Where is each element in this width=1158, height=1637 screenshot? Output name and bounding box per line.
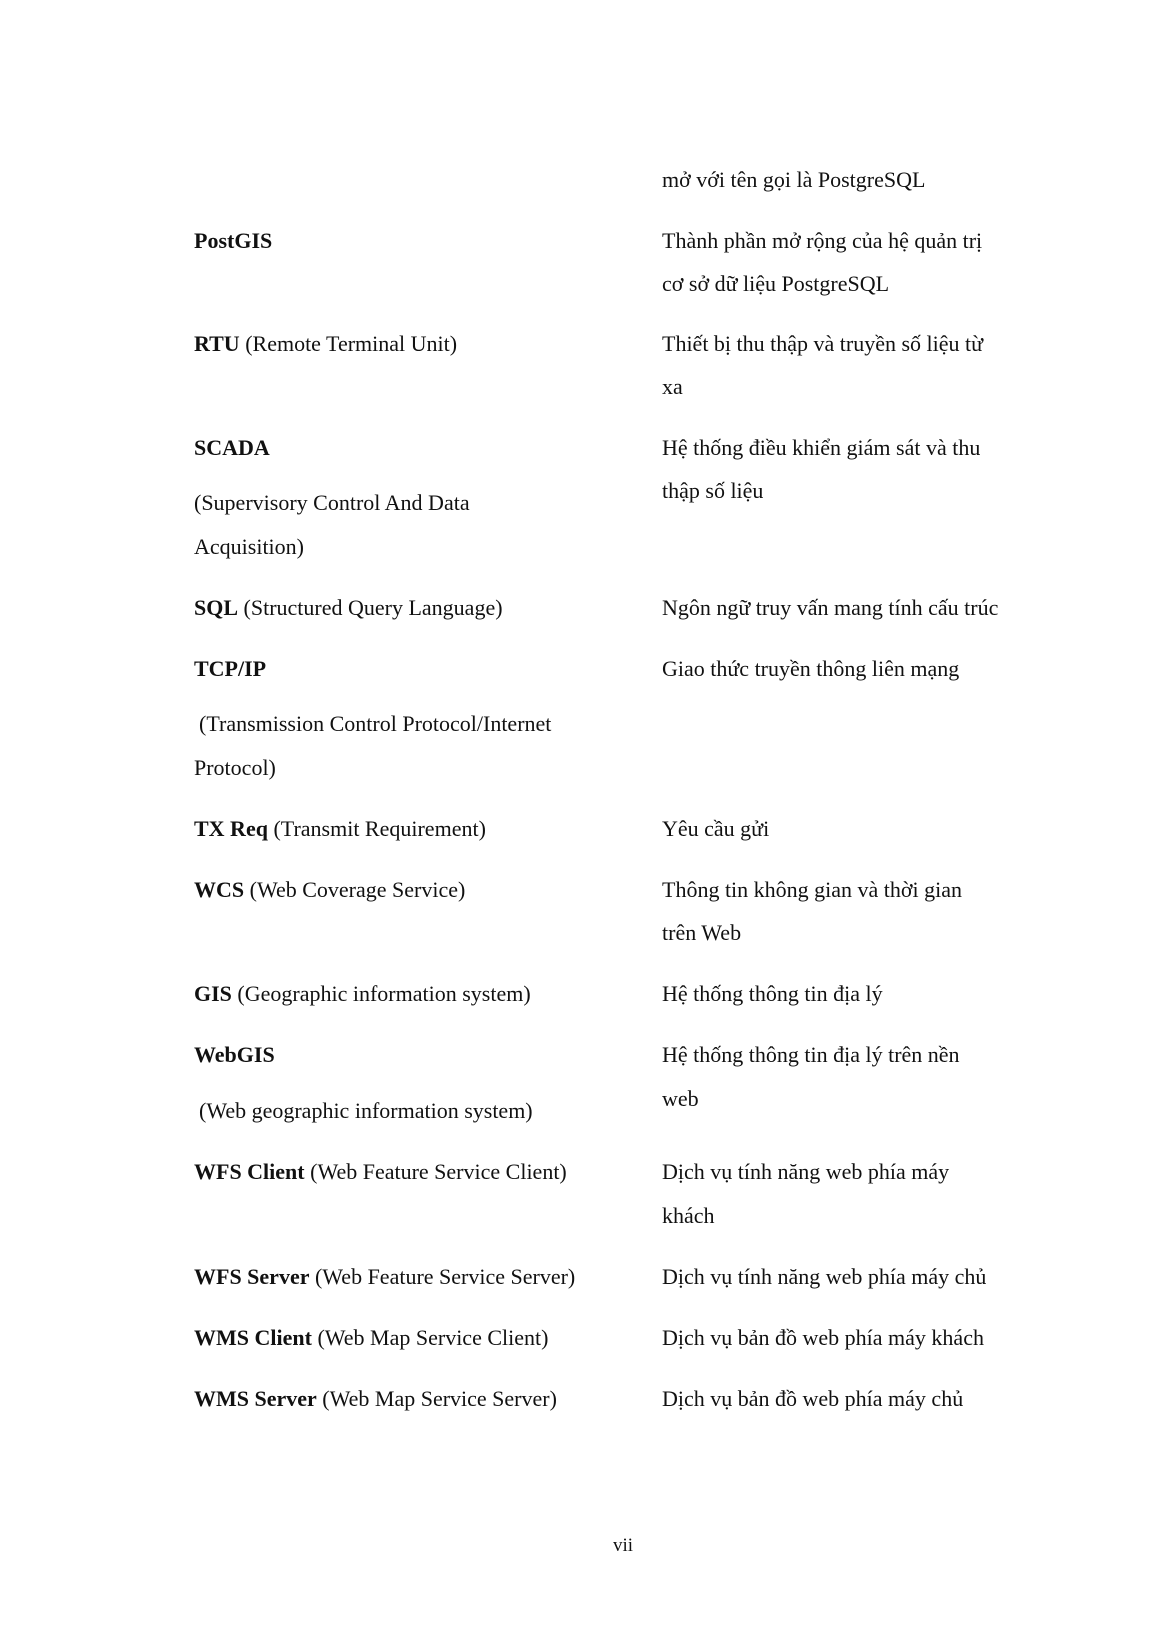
- term-wms-server: [194, 1386, 557, 1412]
- term-abbreviation: WFS Server: [194, 1264, 310, 1289]
- term-expansion: (Transmission Control Protocol/Internet: [199, 711, 552, 736]
- term-abbreviation: TX Req: [194, 816, 268, 841]
- definition-line: mở với tên gọi là PostgreSQL: [662, 167, 926, 192]
- term-expansion: Acquisition): [194, 534, 304, 559]
- term-abbreviation: WebGIS: [194, 1042, 275, 1067]
- term-expansion: (Geographic information system): [231, 981, 531, 1006]
- definition-line: Dịch vụ tính năng web phía máy: [662, 1159, 950, 1184]
- term-gis: [194, 981, 531, 1007]
- term-txreq: [194, 816, 486, 842]
- term-expansion: (Web Feature Service Server): [309, 1264, 576, 1289]
- term-expansion: (Web Map Service Server): [316, 1386, 557, 1411]
- term-expansion: (Web geographic information system): [199, 1098, 533, 1123]
- definition-line: Thành phần mở rộng của hệ quản trị: [662, 228, 983, 253]
- term-postgis: [194, 228, 272, 254]
- term-wfs-client: [194, 1159, 567, 1185]
- term-expansion: (Web Coverage Service): [244, 877, 466, 902]
- term-wms-client: [194, 1325, 548, 1351]
- definition-line: Hệ thống thông tin địa lý: [662, 981, 883, 1006]
- term-expansion: (Web Feature Service Client): [304, 1159, 567, 1184]
- definition-line: xa: [662, 374, 683, 399]
- definition-line: Thiết bị thu thập và truyền số liệu từ: [662, 331, 984, 356]
- term-webgis: [194, 1042, 275, 1068]
- term-abbreviation: TCP/IP: [194, 656, 267, 681]
- term-abbreviation: WFS Client: [194, 1159, 305, 1184]
- definition-line: web: [662, 1086, 699, 1111]
- term-abbreviation: RTU: [194, 331, 240, 356]
- term-abbreviation: WMS Client: [194, 1325, 312, 1350]
- term-expansion: (Structured Query Language): [238, 595, 503, 620]
- page-number: vii: [612, 1535, 634, 1556]
- term-rtu: [194, 331, 457, 357]
- term-sql: [194, 595, 503, 621]
- term-abbreviation: GIS: [194, 981, 232, 1006]
- definition-line: Yêu cầu gửi: [662, 816, 770, 841]
- term-wfs-server: [194, 1264, 575, 1290]
- definition-line: Giao thức truyền thông liên mạng: [662, 656, 960, 681]
- definition-line: Dịch vụ bản đồ web phía máy chủ: [662, 1386, 964, 1411]
- definition-line: Hệ thống điều khiển giám sát và thu: [662, 435, 981, 460]
- term-wcs: [194, 877, 465, 903]
- definition-line: Dịch vụ tính năng web phía máy chủ: [662, 1264, 987, 1289]
- term-scada: [194, 435, 270, 461]
- term-expansion: Protocol): [194, 755, 276, 780]
- definition-line: trên Web: [662, 920, 742, 945]
- term-abbreviation: WCS: [194, 877, 245, 902]
- definition-line: khách: [662, 1203, 715, 1228]
- term-abbreviation: SQL: [194, 595, 239, 620]
- term-expansion: (Web Map Service Client): [311, 1325, 549, 1350]
- definition-line: Ngôn ngữ truy vấn mang tính cấu trúc: [662, 595, 999, 620]
- definition-line: Thông tin không gian và thời gian: [662, 877, 963, 902]
- term-abbreviation: SCADA: [194, 435, 270, 460]
- term-abbreviation: PostGIS: [194, 228, 273, 253]
- definition-line: cơ sở dữ liệu PostgreSQL: [662, 271, 890, 296]
- term-expansion: (Supervisory Control And Data: [194, 490, 470, 515]
- term-abbreviation: WMS Server: [194, 1386, 317, 1411]
- definition-line: Hệ thống thông tin địa lý trên nền: [662, 1042, 960, 1067]
- term-expansion: (Remote Terminal Unit): [239, 331, 458, 356]
- definition-line: thập số liệu: [662, 478, 764, 503]
- term-tcpip: [194, 656, 266, 682]
- definition-line: Dịch vụ bản đồ web phía máy khách: [662, 1325, 984, 1350]
- term-expansion: (Transmit Requirement): [267, 816, 486, 841]
